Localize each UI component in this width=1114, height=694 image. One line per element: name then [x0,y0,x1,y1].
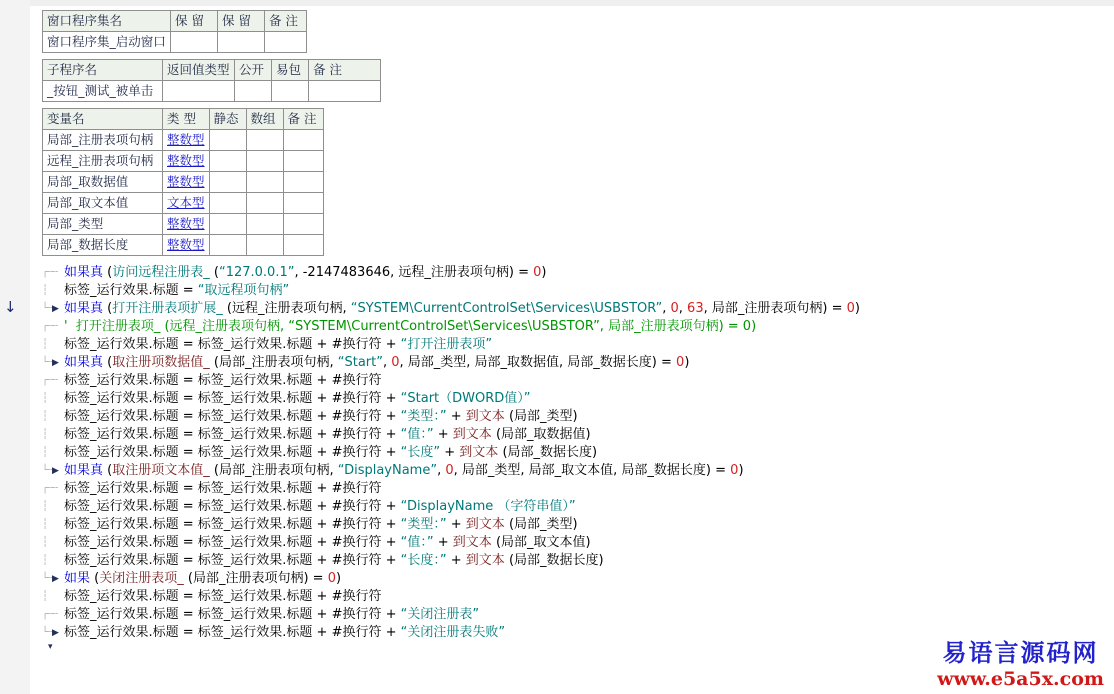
cell[interactable]: 局部_数据长度 [43,235,163,256]
code-token-pln: ( [103,355,113,370]
code-token-num: 63 [687,301,704,316]
code-line[interactable] [42,426,860,444]
table-header-row [43,109,324,130]
code-token-pln: ) [738,463,744,478]
code-token-pln: 标签_运行效果.标题 = 标签_运行效果.标题 + #换行符 [64,481,382,496]
cell[interactable] [283,193,323,214]
code-line[interactable] [42,336,860,354]
cell[interactable] [163,130,210,151]
code-token-pln: , [437,463,446,478]
cell[interactable] [283,235,323,256]
code-line[interactable] [42,354,860,372]
code-token-pln: , [294,265,303,280]
cell[interactable]: 局部_取数据值 [43,172,163,193]
cell[interactable] [246,172,283,193]
code-token-fnB: 到文本 [465,553,505,568]
code-token-pln: ( [90,571,100,586]
code-token-num: 0 [391,355,400,370]
code-token-pln: + [433,535,453,550]
code-token-num: 0 [730,463,739,478]
tree-connector-icon: └╌▶ [42,465,58,476]
cell[interactable] [163,214,210,235]
code-line[interactable] [42,318,860,336]
code-token-num: 0 [676,355,685,370]
code-token-fnB: 到文本 [452,427,492,442]
code-token-fnB: 取注册项文本值_ [112,463,210,478]
column-header: 类 型 [163,109,210,130]
column-header: 保 留 [218,11,265,32]
branch-arrow-icon: ▶ [52,304,58,314]
code-token-kw: 如果 [64,571,91,586]
down-arrow-icon: ↓ [4,298,17,316]
table-row [43,81,381,102]
cell[interactable]: 局部_注册表项句柄 [43,130,163,151]
cell[interactable] [209,151,246,172]
cell[interactable] [283,151,323,172]
code-token-str: “长度” [400,445,441,460]
cell[interactable] [283,172,323,193]
table-row [43,235,324,256]
code-token-pln: , 局部_类型, 局部_取数据值, 局部_数据长度) = [399,355,677,370]
code-token-num: 0 [846,301,855,316]
cell[interactable] [246,214,283,235]
cell[interactable] [163,81,235,102]
code-end-marker-icon: ▾ [48,642,53,652]
code-token-pln: (局部_注册表项句柄, [209,463,338,478]
program-set-table [42,10,307,53]
code-token-pln: 标签_运行效果.标题 = 标签_运行效果.标题 + #换行符 + [64,409,401,424]
code-line[interactable] [42,624,860,642]
type-link[interactable]: 整数型 [167,237,205,252]
left-margin [0,0,30,694]
cell[interactable] [209,130,246,151]
code-token-pln: 标签_运行效果.标题 = 标签_运行效果.标题 + #换行符 + [64,535,401,550]
code-token-str: “打开注册表项” [400,337,493,352]
code-editor[interactable] [42,264,860,652]
code-token-pln: (局部_数据长度) [498,445,598,460]
type-link[interactable]: 整数型 [167,153,205,168]
tree-connector-icon: └╌▶ [42,627,58,638]
table-row [43,193,324,214]
code-token-pln: , [662,301,671,316]
column-header: 变量名 [43,109,163,130]
code-token-pln: 标签_运行效果.标题 = 标签_运行效果.标题 + #换行符 + [64,391,401,406]
column-header: 备 注 [309,60,381,81]
code-line[interactable] [42,390,860,408]
code-token-pln: , [382,355,392,370]
column-header: 易包 [272,60,309,81]
code-token-pln: 标签_运行效果.标题 = 标签_运行效果.标题 + #换行符 + [64,499,401,514]
code-line[interactable] [42,480,860,498]
cell[interactable]: 局部_取文本值 [43,193,163,214]
cell[interactable] [246,130,283,151]
code-token-str: “127.0.0.1” [218,265,295,280]
tree-connector-icon: ┆ [42,501,48,512]
code-token-com: ' 打开注册表项_ (远程_注册表项句柄, “SYSTEM\CurrentControlSet\Services\USBSTOR”, 局部_注册表项句柄) = 0) [64,319,757,334]
subroutine-table [42,59,381,102]
code-token-pln: 标签_运行效果.标题 = 标签_运行效果.标题 + #换行符 + [64,607,401,622]
column-header: 子程序名 [43,60,163,81]
code-token-num: 0 [327,571,336,586]
code-token-pln: (局部_数据长度) [504,553,604,568]
code-token-str: “取远程项句柄” [197,283,290,298]
code-token-pln: , 远程_注册表项句柄) = [390,265,534,280]
code-token-fnB: 取注册项数据值_ [112,355,210,370]
code-token-pln: , 局部_注册表项句柄) = [703,301,847,316]
tree-connector-icon: ┆ [42,411,48,422]
code-line[interactable] [42,444,860,462]
code-line[interactable] [42,408,860,426]
tree-connector-icon: ┌╌╌ [42,609,58,620]
code-token-fnB: 到文本 [465,409,505,424]
code-line[interactable] [42,552,860,570]
tree-connector-icon: └╌▶ [42,573,58,584]
code-token-str: “SYSTEM\CurrentControlSet\Services\USBSTOR” [350,301,663,316]
tree-connector-icon: ┆ [42,537,48,548]
column-header: 返回值类型 [163,60,235,81]
code-token-fnB: 到文本 [465,517,505,532]
variable-table [42,108,324,256]
code-token-fnB: 关闭注册表项_ [99,571,184,586]
code-token-pln: + [446,553,466,568]
table-header-row [43,60,381,81]
code-token-pln: -2147483646 [302,265,391,280]
watermark-site-name: 易语言源码网 [942,639,1099,667]
tree-connector-icon: ┆ [42,447,48,458]
cell[interactable] [246,151,283,172]
code-token-fnA: 访问远程注册表_ [112,265,210,280]
cell[interactable] [283,130,323,151]
cell[interactable] [272,81,309,102]
column-header: 备 注 [283,109,323,130]
tree-connector-icon: ┆ [42,429,48,440]
code-line[interactable] [42,372,860,390]
tree-connector-icon: ┆ [42,519,48,530]
code-line[interactable] [42,264,860,282]
code-token-pln: ) [335,571,342,586]
table-row [43,151,324,172]
code-token-pln: 标签_运行效果.标题 = 标签_运行效果.标题 + #换行符 + [64,445,401,460]
tree-connector-icon: ┌╌╌ [42,375,58,386]
code-token-fnB: 到文本 [452,535,492,550]
code-token-pln: (局部_取数据值) [491,427,591,442]
code-token-pln: ) [684,355,690,370]
tree-connector-icon: ┌╌╌ [42,267,58,278]
tree-connector-icon: ┆ [42,393,48,404]
type-link[interactable]: 整数型 [167,216,205,231]
branch-arrow-icon: ▶ [52,358,58,368]
code-token-pln: 标签_运行效果.标题 = 标签_运行效果.标题 + #换行符 + [64,625,401,640]
code-token-str: “值：” [400,535,434,550]
code-token-kw: 如果真 [64,301,104,316]
cell[interactable] [163,235,210,256]
code-token-fnA: 打开注册表项扩展_ [112,301,223,316]
column-header: 静态 [209,109,246,130]
code-token-str: “Start（DWORD值）” [400,391,531,406]
cell[interactable] [163,193,210,214]
tree-connector-icon: ┆ [42,339,48,350]
code-token-str: “类型：” [400,409,447,424]
code-line[interactable] [42,570,860,588]
code-token-kw: 如果真 [64,463,104,478]
table-row [43,172,324,193]
code-token-str: “类型：” [400,517,447,532]
code-token-str: “DisplayName” [337,463,438,478]
branch-arrow-icon: ▶ [52,466,58,476]
code-token-pln: , 局部_类型, 局部_取文本值, 局部_数据长度) = [453,463,731,478]
type-link[interactable]: 整数型 [167,132,205,147]
cell[interactable] [246,193,283,214]
tree-connector-icon: ┌╌╌ [42,321,58,332]
code-token-str: “Start” [337,355,383,370]
table-row [43,130,324,151]
code-token-pln: (局部_注册表项句柄) = [183,571,328,586]
cell[interactable]: 局部_类型 [43,214,163,235]
tree-connector-icon: ┆ [42,591,48,602]
watermark [937,633,1104,690]
cell[interactable] [163,151,210,172]
code-token-pln: ( [103,463,113,478]
code-token-num: 0 [533,265,542,280]
code-line[interactable] [42,300,860,318]
code-token-pln: ) [541,265,547,280]
code-token-num: 0 [445,463,454,478]
code-token-pln: + [446,517,466,532]
content-area [30,6,860,652]
code-token-pln: 标签_运行效果.标题 = 标签_运行效果.标题 + #换行符 + [64,337,401,352]
cell[interactable] [163,172,210,193]
cell[interactable] [218,32,265,53]
tree-connector-icon: └╌▶ [42,303,58,314]
code-token-pln: 标签_运行效果.标题 = 标签_运行效果.标题 + #换行符 + [64,427,401,442]
code-token-pln: (局部_注册表项句柄, [209,355,338,370]
code-token-str: “关闭注册表” [400,607,480,622]
type-link[interactable]: 整数型 [167,174,205,189]
code-line[interactable] [42,588,860,606]
code-token-pln: (远程_注册表项句柄, [222,301,351,316]
branch-arrow-icon: ▶ [52,628,58,638]
cell[interactable] [209,193,246,214]
code-token-str: “值：” [400,427,434,442]
table-header-row [43,11,307,32]
code-token-pln: (局部_类型) [504,409,578,424]
cell[interactable] [209,235,246,256]
branch-arrow-icon: ▶ [52,574,58,584]
code-token-pln: + [433,427,453,442]
cell[interactable] [209,172,246,193]
code-token-kw: 如果真 [64,265,104,280]
code-token-pln: (局部_取文本值) [491,535,591,550]
code-token-pln: 标签_运行效果.标题 = 标签_运行效果.标题 + #换行符 + [64,553,401,568]
cell[interactable] [265,32,307,53]
code-token-num: 0 [670,301,679,316]
code-token-fnB: 到文本 [459,445,499,460]
code-token-kw: 如果真 [64,355,104,370]
code-line[interactable] [42,462,860,480]
cell[interactable] [209,214,246,235]
code-line[interactable] [42,498,860,516]
code-token-pln: + [440,445,460,460]
cell[interactable]: 远程_注册表项句柄 [43,151,163,172]
code-token-pln: 标签_运行效果.标题 = [64,283,198,298]
cell[interactable] [309,81,381,102]
cell[interactable] [246,235,283,256]
tree-connector-icon: ┌╌╌ [42,483,58,494]
code-token-str: “关闭注册表失败” [400,625,506,640]
code-token-pln: 标签_运行效果.标题 = 标签_运行效果.标题 + #换行符 [64,589,382,604]
code-token-pln: (局部_类型) [504,517,578,532]
cell[interactable]: 窗口程序集_启动窗口 [43,32,171,53]
code-token-str: “长度：” [400,553,447,568]
cell[interactable]: _按钮_测试_被单击 [43,81,163,102]
code-line[interactable] [42,516,860,534]
tree-connector-icon: └╌▶ [42,357,58,368]
code-token-pln: ) [854,301,860,316]
column-header: 公开 [235,60,272,81]
column-header: 数组 [246,109,283,130]
column-header: 窗口程序集名 [43,11,171,32]
code-token-pln: 标签_运行效果.标题 = 标签_运行效果.标题 + #换行符 [64,373,382,388]
code-token-pln: ( [209,265,219,280]
type-link[interactable]: 文本型 [167,195,205,210]
column-header: 保 留 [171,11,218,32]
code-token-pln: ( [103,265,113,280]
code-token-str: “DisplayName （字符串值）” [400,499,576,514]
cell[interactable] [235,81,272,102]
code-token-pln: , [678,301,688,316]
code-line[interactable] [42,534,860,552]
tree-connector-icon: ┆ [42,285,48,296]
cell[interactable] [283,214,323,235]
table-row [43,32,307,53]
code-line[interactable] [42,282,860,300]
code-token-pln: + [446,409,466,424]
column-header: 备 注 [265,11,307,32]
tree-connector-icon: ┆ [42,555,48,566]
cell[interactable] [171,32,218,53]
code-token-pln: ( [103,301,113,316]
code-line[interactable] [42,606,860,624]
code-token-pln: 标签_运行效果.标题 = 标签_运行效果.标题 + #换行符 + [64,517,401,532]
table-row [43,214,324,235]
watermark-site-url: www.e5a5x.com [937,668,1104,690]
